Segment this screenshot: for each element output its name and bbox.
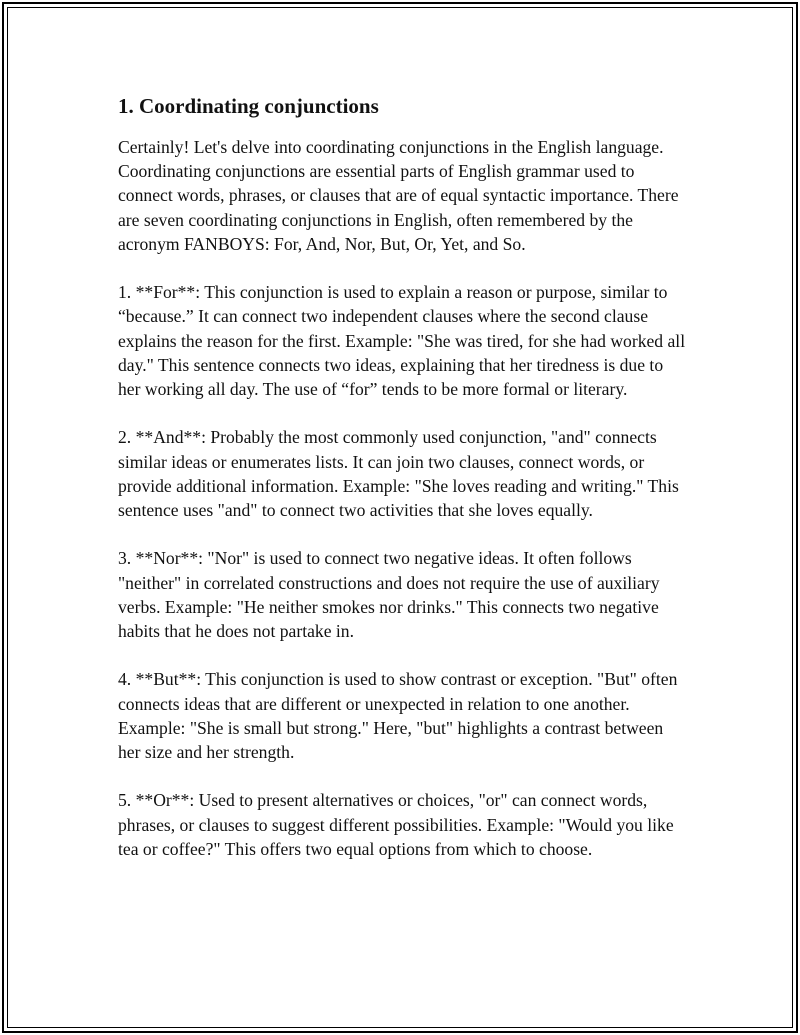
paragraph-or: 5. **Or**: Used to present alternatives or choices, "or" can connect words, phrases, or clauses to suggest different possibilities. Example: "Would you like tea or coffee?" This offers two equal options from which to choose. xyxy=(118,790,674,859)
paragraph-but: 4. **But**: This conjunction is used to show contrast or exception. "But" often connects ideas that are different or unexpected in relation to one another. Example: "She is small but strong." Here, "but" highlights a contrast between her size and her strength. xyxy=(118,669,678,763)
document-body xyxy=(118,93,688,885)
paragraph-and: 2. **And**: Probably the most commonly used conjunction, "and" connects similar ideas or enumerates lists. It can join two clauses, connect words, or provide additional information. Example: "She loves reading and writing." This sentence uses "and" to connect two activities that she loves equally. xyxy=(118,427,679,521)
page-title: 1. Coordinating conjunctions xyxy=(118,94,379,118)
paragraph-nor: 3. **Nor**: "Nor" is used to connect two negative ideas. It often follows "neither" in correlated constructions and does not require the use of auxiliary verbs. Example: "He neither smokes nor drinks." This connects two negative habits that he does not partake in. xyxy=(118,548,660,642)
intro-paragraph: Certainly! Let's delve into coordinating conjunctions in the English language. Coordinating conjunctions are essential parts of English grammar used to connect words, phrases, or clauses that are of equal syntactic importance. There are seven coordinating conjunctions in English, often remembered by the acronym FANBOYS: For, And, Nor, But, Or, Yet, and So. xyxy=(118,137,679,254)
paragraph-for: 1. **For**: This conjunction is used to explain a reason or purpose, similar to “because.” It can connect two independent clauses where the second clause explains the reason for the first. Example: "She was tired, for she had worked all day." This sentence connects two ideas, explaining that her tiredness is due to her working all day. The use of “for” tends to be more formal or literary. xyxy=(118,282,686,400)
